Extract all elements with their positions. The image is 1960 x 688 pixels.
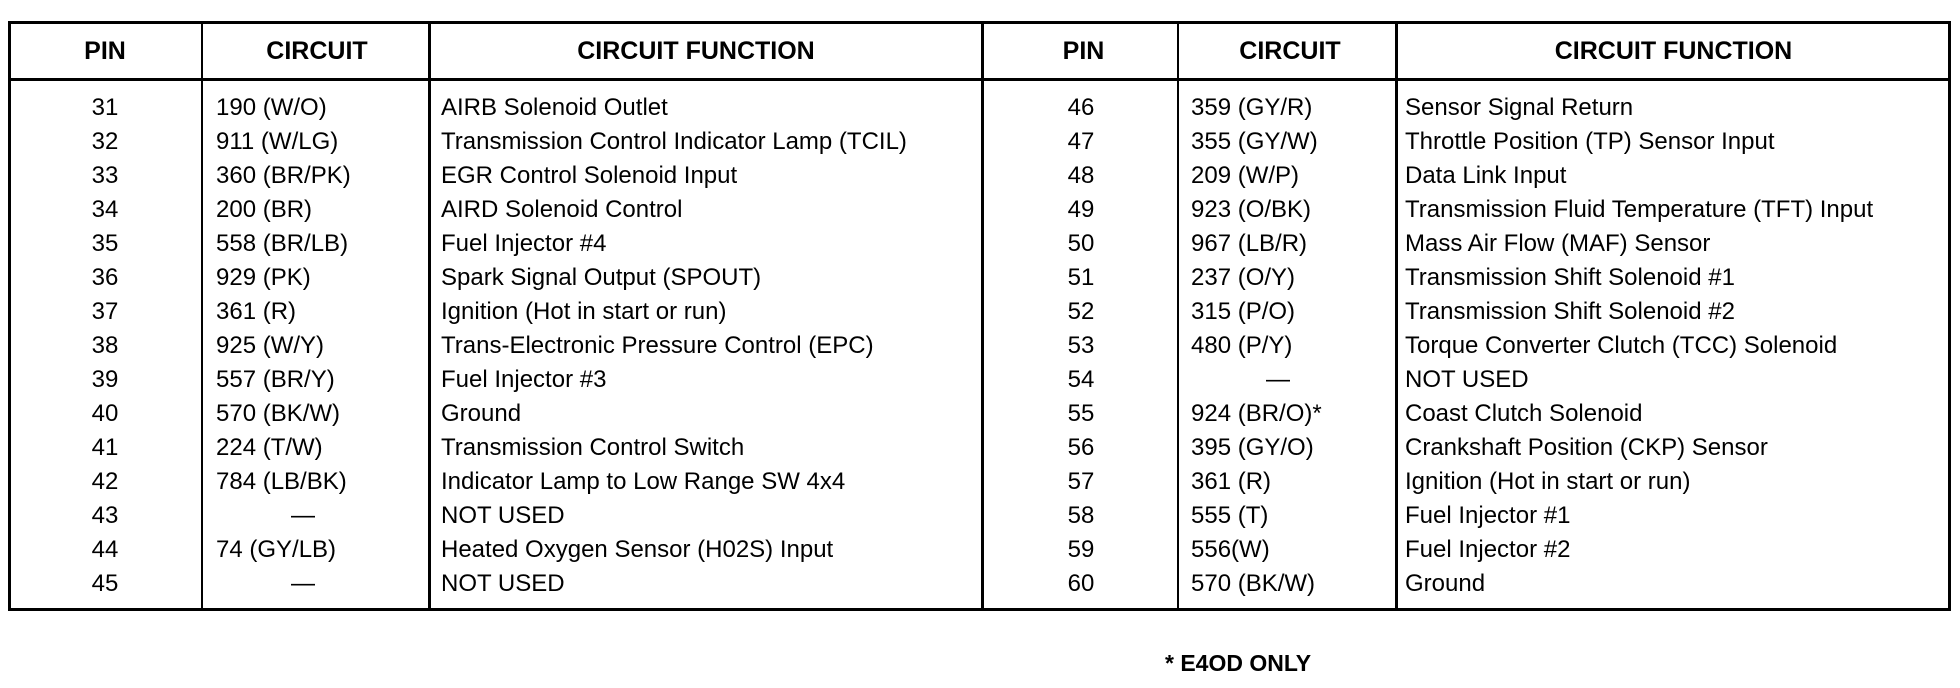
- pin-cell: 38: [91, 332, 119, 359]
- pin-cell: 60: [1067, 570, 1095, 597]
- table-row: [11, 329, 1948, 363]
- pin-cell: 53: [1067, 332, 1095, 359]
- header-circuit-left: CIRCUIT: [266, 37, 368, 65]
- pin-cell: 59: [1067, 536, 1095, 563]
- circuit-cell: —: [291, 502, 315, 529]
- function-cell: AIRB Solenoid Outlet: [441, 94, 668, 121]
- pin-cell: 52: [1067, 298, 1095, 325]
- function-cell: Fuel Injector #4: [441, 230, 607, 257]
- circuit-cell: 555 (T): [1191, 502, 1269, 529]
- circuit-cell: 395 (GY/O): [1191, 434, 1314, 461]
- circuit-cell: —: [291, 570, 315, 597]
- circuit-cell: 224 (T/W): [216, 434, 323, 461]
- pin-cell: 54: [1067, 366, 1095, 393]
- function-cell: Trans-Electronic Pressure Control (EPC): [441, 332, 874, 359]
- pin-cell: 36: [91, 264, 119, 291]
- function-cell: Data Link Input: [1405, 162, 1567, 189]
- function-cell: Transmission Control Indicator Lamp (TCIL): [441, 128, 907, 155]
- circuit-cell: 929 (PK): [216, 264, 311, 291]
- circuit-cell: 480 (P/Y): [1191, 332, 1293, 359]
- function-cell: Mass Air Flow (MAF) Sensor: [1405, 230, 1711, 257]
- function-cell: Transmission Shift Solenoid #2: [1405, 298, 1735, 325]
- circuit-cell: 355 (GY/W): [1191, 128, 1318, 155]
- pin-cell: 51: [1067, 264, 1095, 291]
- circuit-cell: 315 (P/O): [1191, 298, 1296, 325]
- pin-cell: 56: [1067, 434, 1095, 461]
- pin-cell: 39: [91, 366, 119, 393]
- table-row: [11, 159, 1948, 193]
- function-cell: Ignition (Hot in start or run): [1405, 468, 1691, 495]
- circuit-cell: 361 (R): [216, 298, 297, 325]
- pin-cell: 57: [1067, 468, 1095, 495]
- header-pin-left: PIN: [84, 37, 126, 65]
- circuit-cell: —: [1266, 366, 1290, 393]
- circuit-cell: 967 (LB/R): [1191, 230, 1308, 257]
- pin-cell: 48: [1067, 162, 1095, 189]
- function-cell: Ignition (Hot in start or run): [441, 298, 727, 325]
- function-cell: Ground: [1405, 570, 1486, 597]
- function-cell: Throttle Position (TP) Sensor Input: [1405, 128, 1775, 155]
- circuit-cell: 209 (W/P): [1191, 162, 1300, 189]
- function-cell: Crankshaft Position (CKP) Sensor: [1405, 434, 1768, 461]
- table-row: [11, 125, 1948, 159]
- table-row: [11, 397, 1948, 431]
- pin-cell: 46: [1067, 94, 1095, 121]
- pin-cell: 41: [91, 434, 119, 461]
- function-cell: Sensor Signal Return: [1405, 94, 1634, 121]
- footnote: * E4OD ONLY: [1165, 650, 1312, 676]
- table-row: [11, 499, 1948, 533]
- circuit-cell: 924 (BR/O)*: [1191, 400, 1322, 427]
- circuit-cell: 784 (LB/BK): [216, 468, 347, 495]
- function-cell: NOT USED: [1405, 366, 1529, 393]
- table-row: [11, 261, 1948, 295]
- pin-cell: 50: [1067, 230, 1095, 257]
- table-body: [11, 81, 1948, 608]
- function-cell: Heated Oxygen Sensor (H02S) Input: [441, 536, 834, 563]
- function-cell: Spark Signal Output (SPOUT): [441, 264, 762, 291]
- function-cell: NOT USED: [441, 502, 565, 529]
- circuit-cell: 361 (R): [1191, 468, 1272, 495]
- circuit-cell: 923 (O/BK): [1191, 196, 1312, 223]
- circuit-cell: 556(W): [1191, 536, 1270, 563]
- circuit-cell: 558 (BR/LB): [216, 230, 349, 257]
- pin-cell: 35: [91, 230, 119, 257]
- pin-cell: 49: [1067, 196, 1095, 223]
- function-cell: Torque Converter Clutch (TCC) Solenoid: [1405, 332, 1838, 359]
- function-cell: Indicator Lamp to Low Range SW 4x4: [441, 468, 846, 495]
- function-cell: AIRD Solenoid Control: [441, 196, 683, 223]
- pin-cell: 42: [91, 468, 119, 495]
- circuit-cell: 360 (BR/PK): [216, 162, 351, 189]
- table-row: [11, 193, 1948, 227]
- function-cell: NOT USED: [441, 570, 565, 597]
- function-cell: Ground: [441, 400, 522, 427]
- table-row: [11, 533, 1948, 567]
- pin-cell: 31: [91, 94, 119, 121]
- circuit-cell: 200 (BR): [216, 196, 313, 223]
- header-function-left: CIRCUIT FUNCTION: [577, 37, 815, 65]
- circuit-cell: 570 (BK/W): [1191, 570, 1316, 597]
- pin-cell: 32: [91, 128, 119, 155]
- function-cell: Transmission Fluid Temperature (TFT) Input: [1405, 196, 1874, 223]
- function-cell: Fuel Injector #3: [441, 366, 607, 393]
- pin-cell: 44: [91, 536, 119, 563]
- function-cell: Fuel Injector #1: [1405, 502, 1571, 529]
- circuit-cell: 74 (GY/LB): [216, 536, 337, 563]
- pin-cell: 43: [91, 502, 119, 529]
- table-header: [11, 24, 1948, 81]
- pin-cell: 45: [91, 570, 119, 597]
- circuit-cell: 237 (O/Y): [1191, 264, 1296, 291]
- pin-cell: 40: [91, 400, 119, 427]
- header-circuit-right: CIRCUIT: [1239, 37, 1341, 65]
- table-row: [11, 363, 1948, 397]
- circuit-cell: 925 (W/Y): [216, 332, 325, 359]
- pin-cell: 34: [91, 196, 119, 223]
- function-cell: Coast Clutch Solenoid: [1405, 400, 1643, 427]
- pin-cell: 37: [91, 298, 119, 325]
- table-row: [11, 295, 1948, 329]
- circuit-cell: 359 (GY/R): [1191, 94, 1313, 121]
- table-row: [11, 91, 1948, 125]
- table-row: [11, 431, 1948, 465]
- table-row: [11, 227, 1948, 261]
- circuit-cell: 911 (W/LG): [216, 128, 339, 155]
- pin-table: [8, 21, 1951, 611]
- function-cell: Fuel Injector #2: [1405, 536, 1571, 563]
- function-cell: Transmission Shift Solenoid #1: [1405, 264, 1735, 291]
- circuit-cell: 557 (BR/Y): [216, 366, 335, 393]
- pin-cell: 47: [1067, 128, 1095, 155]
- function-cell: EGR Control Solenoid Input: [441, 162, 738, 189]
- pin-cell: 55: [1067, 400, 1095, 427]
- header-function-right: CIRCUIT FUNCTION: [1554, 37, 1793, 65]
- table-row: [11, 567, 1948, 601]
- table-row: [11, 465, 1948, 499]
- pin-cell: 33: [91, 162, 119, 189]
- function-cell: Transmission Control Switch: [441, 434, 745, 461]
- header-pin-right: PIN: [1062, 37, 1105, 65]
- circuit-cell: 190 (W/O): [216, 94, 327, 121]
- circuit-cell: 570 (BK/W): [216, 400, 341, 427]
- pin-cell: 58: [1067, 502, 1095, 529]
